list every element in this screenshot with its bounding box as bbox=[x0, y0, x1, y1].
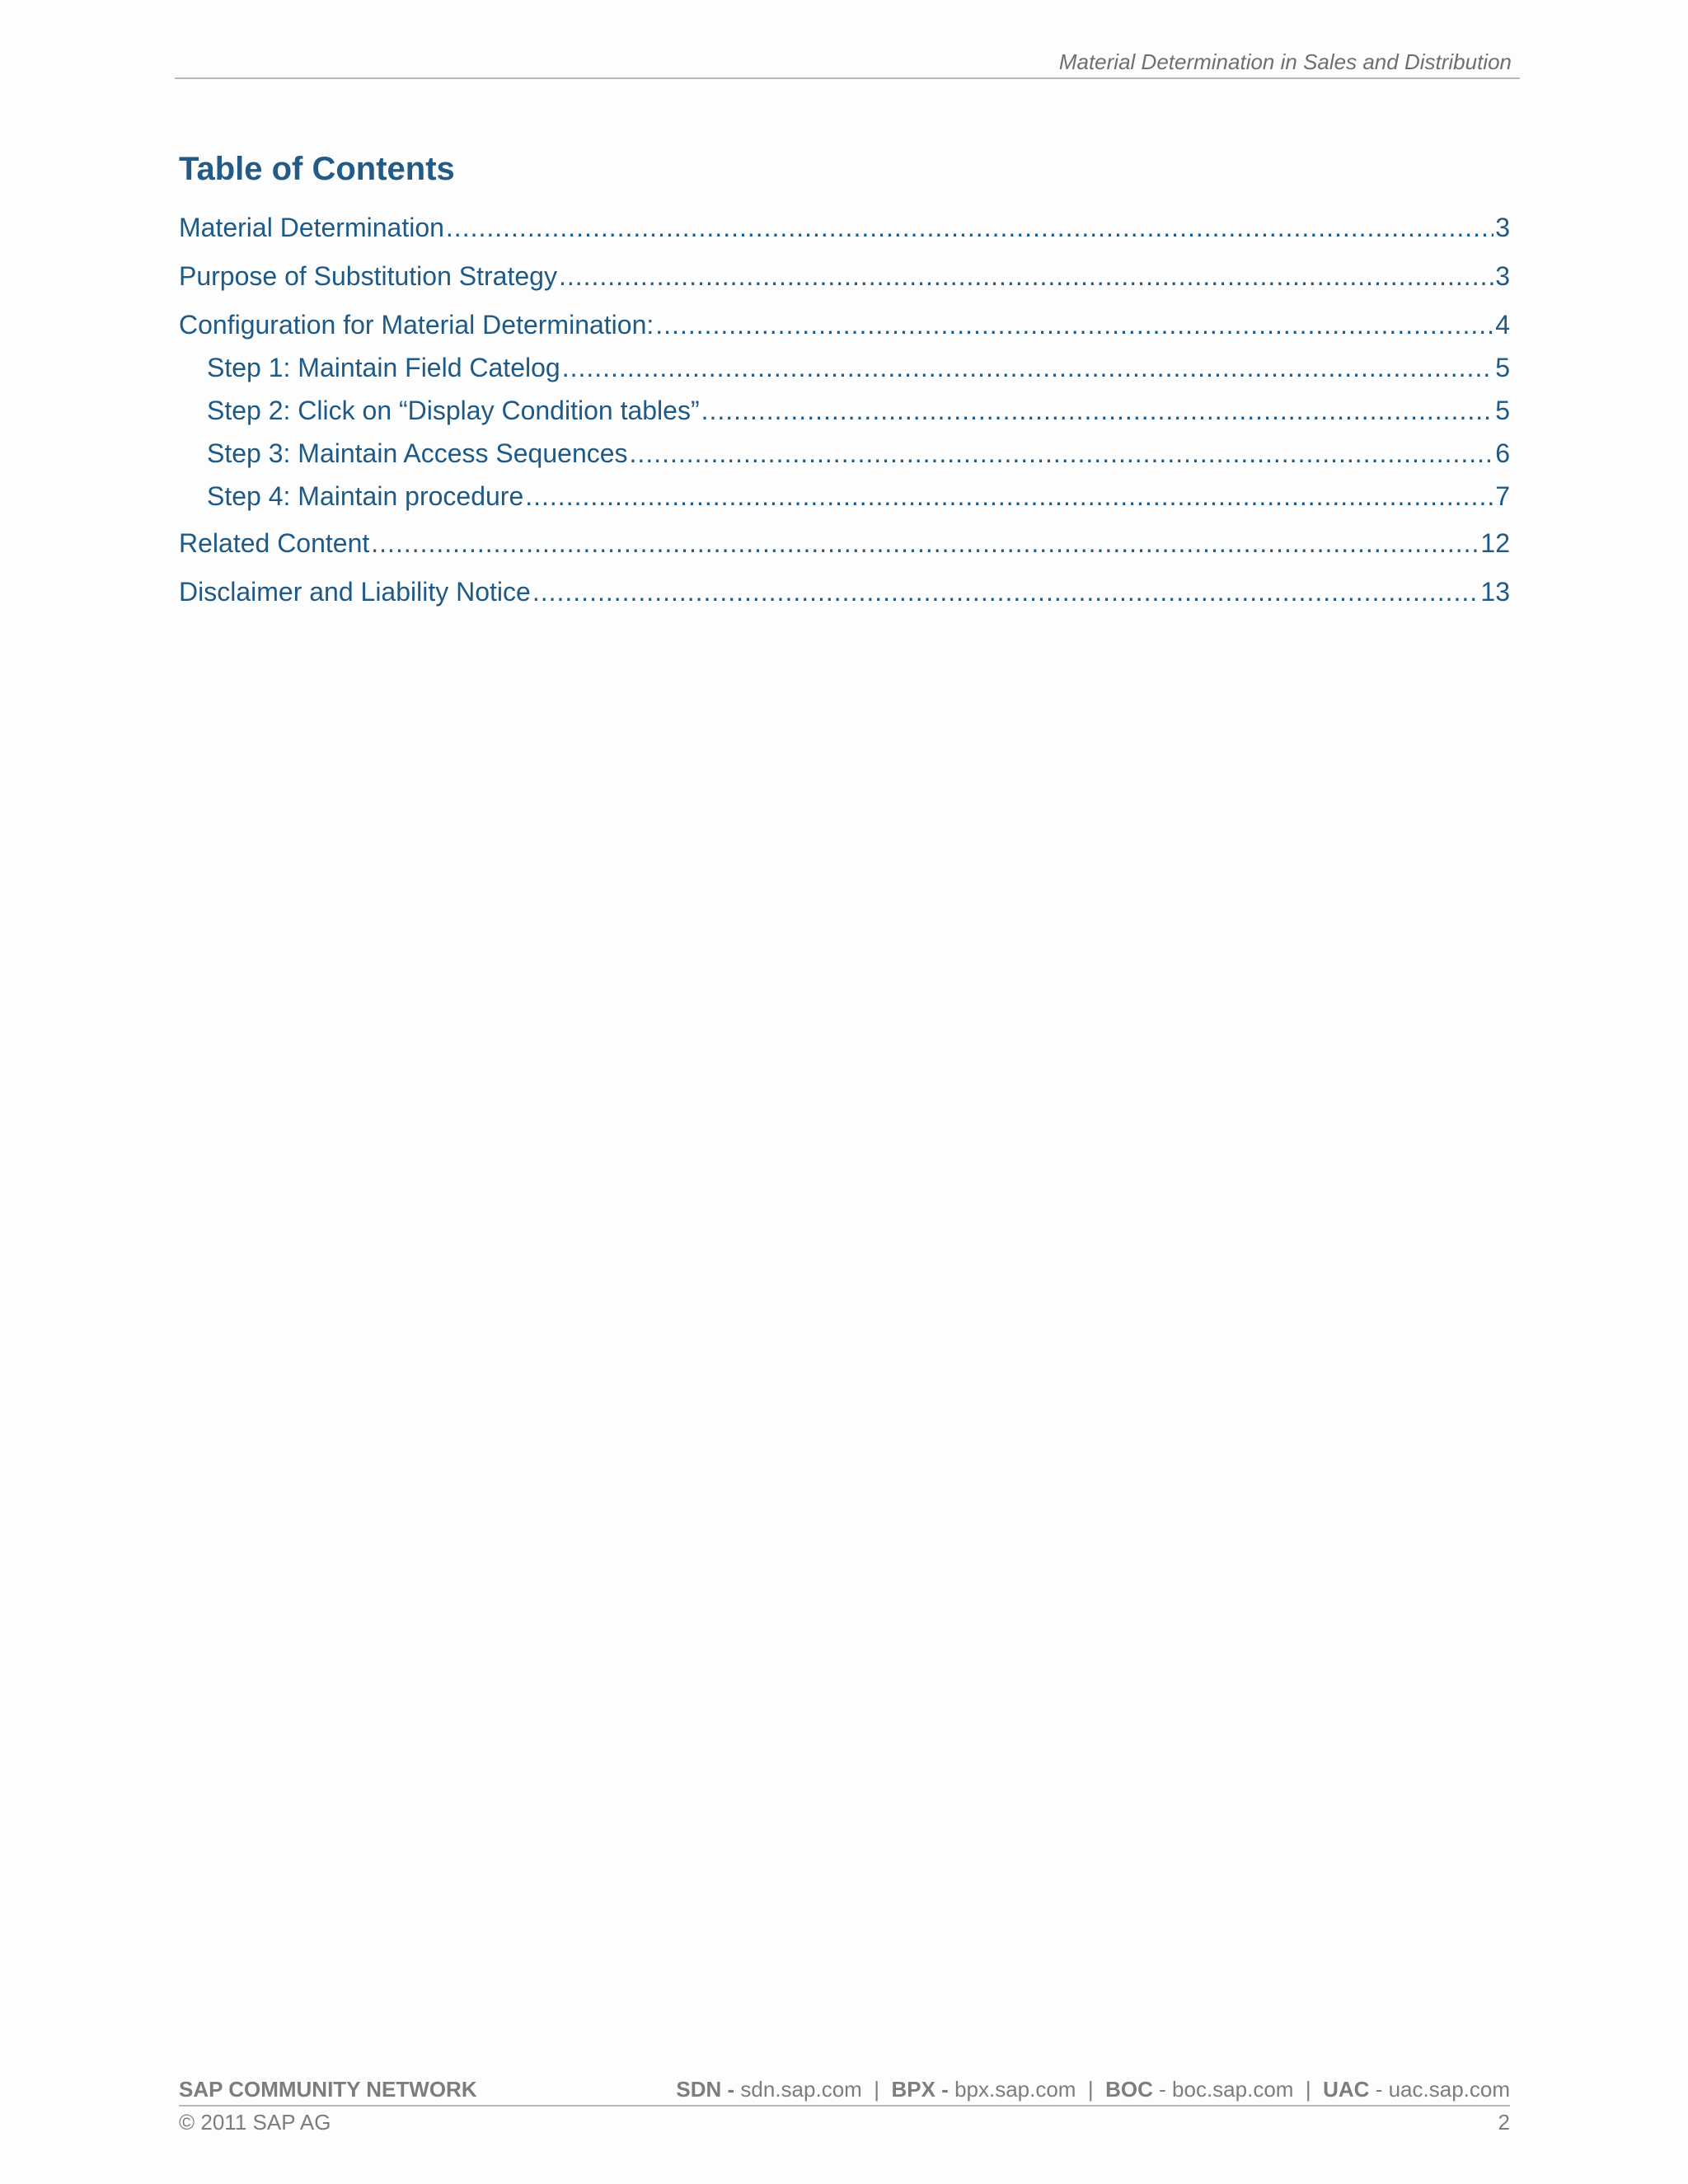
footer-link-label: SDN - bbox=[676, 2077, 735, 2102]
toc-entry-page: 5 bbox=[1495, 353, 1510, 382]
toc-subentry[interactable] bbox=[207, 435, 1510, 471]
toc-entry-page: 3 bbox=[1495, 261, 1510, 291]
toc-entry-text: Material Determination bbox=[179, 213, 444, 242]
toc-dot-leader bbox=[559, 258, 1493, 294]
toc-entry-text: Disclaimer and Liability Notice bbox=[179, 577, 531, 607]
page-number: 2 bbox=[1498, 2110, 1510, 2135]
toc-dot-leader bbox=[562, 349, 1494, 386]
toc-dot-leader bbox=[655, 307, 1493, 343]
toc-entry-text: Purpose of Substitution Strategy bbox=[179, 261, 557, 291]
toc-dot-leader bbox=[532, 574, 1479, 610]
toc-entry-text: Step 1: Maintain Field Catelog bbox=[207, 353, 560, 382]
footer-copyright: © 2011 SAP AG bbox=[179, 2110, 331, 2135]
toc-subentry[interactable] bbox=[207, 392, 1510, 429]
toc-entry-page: 6 bbox=[1495, 438, 1510, 468]
toc-dot-leader bbox=[630, 435, 1494, 471]
toc-dot-leader bbox=[371, 525, 1479, 561]
toc-dot-leader bbox=[701, 392, 1494, 429]
toc-entry-text: Step 3: Maintain Access Sequences bbox=[207, 438, 628, 468]
footer-link-label: UAC bbox=[1323, 2077, 1370, 2102]
toc-dot-leader bbox=[446, 209, 1493, 246]
toc-subentry[interactable] bbox=[207, 478, 1510, 514]
toc-entry-page: 5 bbox=[1495, 396, 1510, 425]
toc-heading: Table of Contents bbox=[179, 151, 455, 187]
toc-entry-text: Step 2: Click on “Display Condition tables” bbox=[207, 396, 700, 425]
footer-link-url[interactable]: sdn.sap.com bbox=[740, 2077, 862, 2102]
toc-subentry[interactable] bbox=[207, 349, 1510, 386]
toc-entry[interactable] bbox=[179, 258, 1510, 294]
toc-entry-page: 7 bbox=[1495, 481, 1510, 511]
footer-link-label: BOC bbox=[1105, 2077, 1153, 2102]
header-title: Material Determination in Sales and Distribution bbox=[1058, 49, 1512, 74]
toc-entry-page: 4 bbox=[1495, 310, 1510, 340]
footer-divider bbox=[179, 2105, 1510, 2107]
toc-entry-text: Configuration for Material Determination: bbox=[179, 310, 654, 340]
toc-entry-page: 3 bbox=[1495, 213, 1510, 242]
toc-entry-page: 12 bbox=[1480, 528, 1510, 558]
toc-dot-leader bbox=[525, 478, 1493, 514]
toc-entry-text: Related Content bbox=[179, 528, 370, 558]
footer-links bbox=[676, 2077, 1510, 2102]
footer-network: SAP COMMUNITY NETWORK bbox=[179, 2077, 477, 2102]
footer-link-url[interactable]: - boc.sap.com bbox=[1159, 2077, 1294, 2102]
toc-entry[interactable] bbox=[179, 307, 1510, 343]
toc-entry[interactable] bbox=[179, 209, 1510, 246]
footer-separator: | bbox=[874, 2077, 880, 2102]
toc-entry[interactable] bbox=[179, 525, 1510, 561]
footer-link-url[interactable]: - uac.sap.com bbox=[1375, 2077, 1510, 2102]
footer-separator: | bbox=[1087, 2077, 1094, 2102]
toc-entry-text: Step 4: Maintain procedure bbox=[207, 481, 524, 511]
toc-entry[interactable] bbox=[179, 574, 1510, 610]
footer-link-label: BPX - bbox=[891, 2077, 949, 2102]
footer-separator: | bbox=[1305, 2077, 1311, 2102]
page-header bbox=[175, 33, 1520, 79]
toc-entry-page: 13 bbox=[1480, 577, 1510, 607]
footer-link-url[interactable]: bpx.sap.com bbox=[954, 2077, 1076, 2102]
